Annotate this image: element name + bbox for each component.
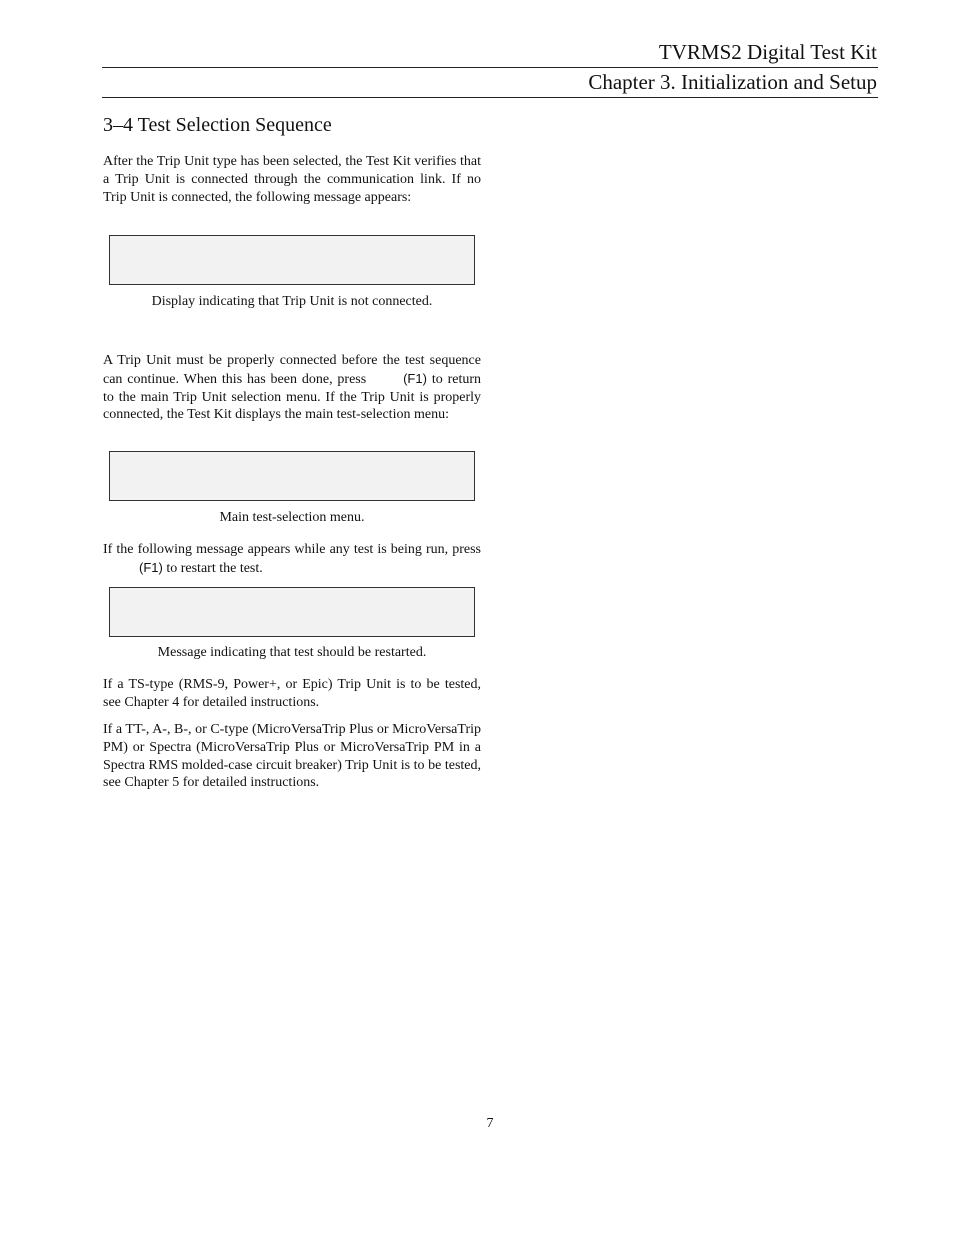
f1-key-label: (F1)	[139, 559, 163, 575]
paragraph-text: If the following message appears while any test is being run, press	[103, 542, 481, 557]
document-title: TVRMS2 Digital Test Kit	[658, 40, 877, 64]
paragraph-restart-message	[103, 541, 481, 578]
paragraph-connect-trip-unit	[103, 352, 481, 424]
display-not-connected	[109, 235, 475, 285]
chapter-title: Chapter 3. Initialization and Setup	[588, 70, 877, 94]
page-number: 7	[486, 1116, 494, 1131]
f1-key-label: (F1)	[403, 370, 427, 386]
caption-not-connected: Display indicating that Trip Unit is not connected.	[151, 294, 433, 309]
display-restart-test	[109, 587, 475, 637]
paragraph-ts-type: If a TS-type (RMS-9, Power+, or Epic) Trip Unit is to be tested, see Chapter 4 for detailed instructions.	[103, 677, 481, 710]
section-heading: 3–4 Test Selection Sequence	[103, 114, 332, 136]
paragraph-text: A Trip Unit must be properly connected before the test sequence can continue. When this has been done, press	[103, 353, 481, 387]
caption-main-menu: Main test-selection menu.	[219, 510, 365, 525]
paragraph-text: to return to the main Trip Unit selection menu. If the Trip Unit is properly connected, the Test Kit displays the main test-selection menu:	[103, 371, 482, 423]
header-rule-top	[102, 67, 878, 68]
header-rule-bottom	[102, 97, 878, 98]
paragraph-text: to restart the test.	[166, 560, 263, 576]
caption-restart-test: Message indicating that test should be restarted.	[157, 645, 427, 660]
display-main-menu	[109, 451, 475, 501]
paragraph-trip-unit-check: After the Trip Unit type has been selected, the Test Kit verifies that a Trip Unit is connected through the communication link. If no Trip Unit is connected, the following message appears:	[103, 154, 481, 205]
paragraph-tt-abc-spectra: If a TT-, A-, B-, or C-type (MicroVersaTrip Plus or MicroVersaTrip PM) or Spectra (MicroVersaTrip Plus or MicroVersaTrip PM in a Spectra RMS molded-case circuit breaker) Trip Unit is to be tested, see Chapter 5 for detailed instructions.	[103, 722, 481, 791]
